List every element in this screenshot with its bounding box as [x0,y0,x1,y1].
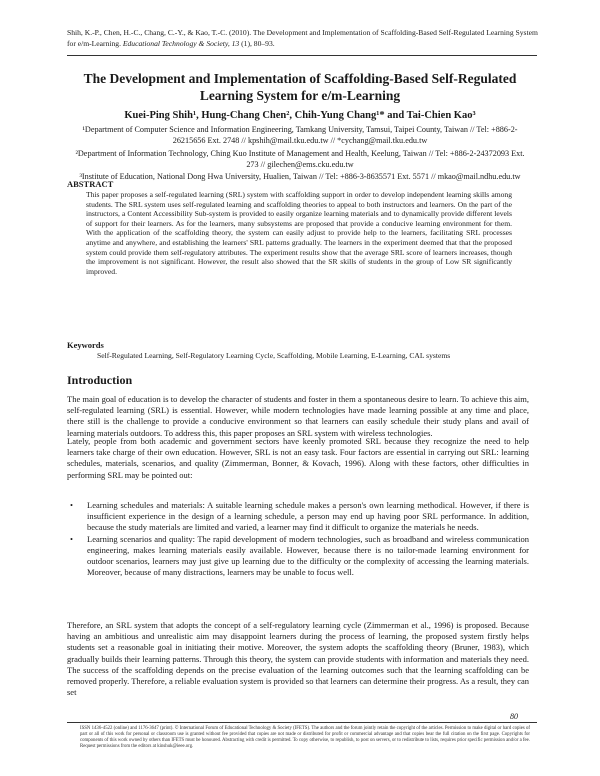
abstract-body: This paper proposes a self-regulated learning (SRL) system with scaffolding support in order to develop independent learning skills among students. The SRL system uses self-regulated learning and scaffolding theories to appeal to both instructors and learners. On the part of the instructors, a Content Accessibility Sub-system is provided to easily organize learning materials and to dynamically provide different levels of support for their learners. As for the learners, many subsystems are proposed that provide a conducive learning environment for them. With the application of the scaffolding theory, the system can easily adjust to provide help to the learners, facilitating SRL processes anytime and anywhere, and establishing the learners' SRL patterns gradually. The learners in the experiment deemed that that the proposed system could provide them self-regulatory attributes. The experiment results show that the average SRL score of learners increases, though the improvement is not significant. However, the result also showed that the SR skills of students in the group of Low SR significantly improved. [86,190,512,276]
citation-text: Shih, K.-P., Chen, H.-C., Chang, C.-Y., & Kao, T.-C. (2010). The Development and Implementation of Scaffolding-Based Self-Regulated Learning System for e/m-Learning. [67,28,538,48]
intro-paragraph-1: The main goal of education is to develop the character of students and foster in them a spontaneous desire to learn. To achieve this aim, self-regulated learning (SRL) is essential. However, while modern technologies have made learning possible at any time and place, there still is the challenge to provide a conducive environment so that learners can easily schedule their study plans and avail of learning materials outdoors. To address this, this paper proposes an SRL system with wireless technologies. [67,394,529,438]
citation-journal: Educational Technology & Society, 13 [122,38,240,48]
affiliation-2: ²Department of Information Technology, Ching Kuo Institute of Management and Health, Keelung, Taiwan // Tel: +886-2-24372093 Ext. 273 // gilechen@ems.cku.edu.tw [75,149,525,169]
copyright-footer: ISSN 1436-4522 (online) and 1176-3647 (print). © International Forum of Educational Technology & Society (IFETS). The authors and the forum jointly retain the copyright of the articles. Permission to make digital or hard copies of part or all of this work for personal or classroom use is granted without fee provided that copies are not made or distributed for profit or commercial advantage and that copies bear the full citation on the first page. Copyrights for components of this work owned by others than IFETS must be honoured. Abstracting with credit is permitted. To copy otherwise, to republish, to post on servers, or to redistribute to lists, requires prior specific permission and/or a fee. Request permissions from the editors at kinshuk@ieee.org. [80,726,530,749]
intro-paragraph-3: Therefore, an SRL system that adopts the concept of a self-regulatory learning cycle (Zimmerman et al., 1996) is proposed. Because having an ambitious and unrealistic aim may disappoint learners during the process of learning, the proposed system firstly helps students set a reasonable goal in initiating their motive. Moreover, the system adopts the scaffolding theory (Bruner, 1983), which gradually builds their learning patterns. Through this theory, the system can provide students with information and materials they need. The success of the scaffolding depends on the precise evaluation of the learning outcomes such that the learning scaffolding can be removed properly. Therefore, a reliable evaluation system is provided so that learners can determine their progress. As a result, they can set [67,620,529,698]
keywords-heading: Keywords [67,340,104,350]
intro-paragraph-2: Lately, people from both academic and government sectors have keenly promoted SRL because they recognize the need to help learners take charge of their own education. However, SRL is not an easy task. Four factors are essential in carrying out SRL: learning schedules, materials, scenarios, and quality (Zimmerman, Bonner, & Kovach, 1996). Along with these factors, other difficulties in performing SRL may be pointed out: [67,436,529,480]
abstract-heading: ABSTRACT [67,179,114,189]
affiliation-1: ¹Department of Computer Science and Information Engineering, Tamkang University, Tamsui, Taipei County, Taiwan // Tel: +886-2-26215656 Ext. 2748 // kpshih@mail.tku.edu.tw // *cychang@mail.tku.edu.tw [82,125,518,145]
paper-title: The Development and Implementation of Scaffolding-Based Self-Regulated Learning System for e/m-Learning [83,71,517,103]
keywords-list: Self-Regulated Learning, Self-Regulatory Learning Cycle, Scaffolding, Mobile Learning, E-Learning, CAL systems [97,351,451,360]
citation [67,28,547,49]
introduction-heading: Introduction [67,373,133,387]
list-item [67,534,529,579]
bullet-icon: • [70,533,73,544]
page-number: 80 [510,712,518,721]
footer-rule [67,722,537,723]
list-item [67,500,529,534]
list-item-text: Learning scenarios and quality: The rapid development of modern technologies, such as broadband and wireless communication engineering, makes learning materials easily available. However, because there is no tailor-made learning environment for outdoor scenarios, learners may just give up learning due to the difficulty or the complexity of accessing the learning materials. Moreover, because of many distractions, learners may be unable to focus well. [87,533,529,578]
list-item-text: Learning schedules and materials: A suitable learning schedule makes a person's own learning methodical. However, if there is insufficient experience in the design of a learning schedule, a person may end up having poor SRL performance. In addition, because the study materials are limited and varied, a learner may find it difficult to organize the materials he needs. [87,500,529,533]
affiliation-3: ³Institute of Education, National Dong Hwa University, Hualien, Taiwan // Tel: +886-3-8635571 Ext. 5571 // mkao@mail.ndhu.edu.tw [79,172,521,181]
header-rule [67,55,537,56]
difficulty-list [67,500,529,578]
bullet-icon: • [70,500,73,510]
citation-issue: (1), 80–93. [239,38,275,48]
author-list: Kuei-Ping Shih¹, Hung-Chang Chen², Chih-Yung Chang¹* and Tai-Chien Kao³ [124,110,476,121]
